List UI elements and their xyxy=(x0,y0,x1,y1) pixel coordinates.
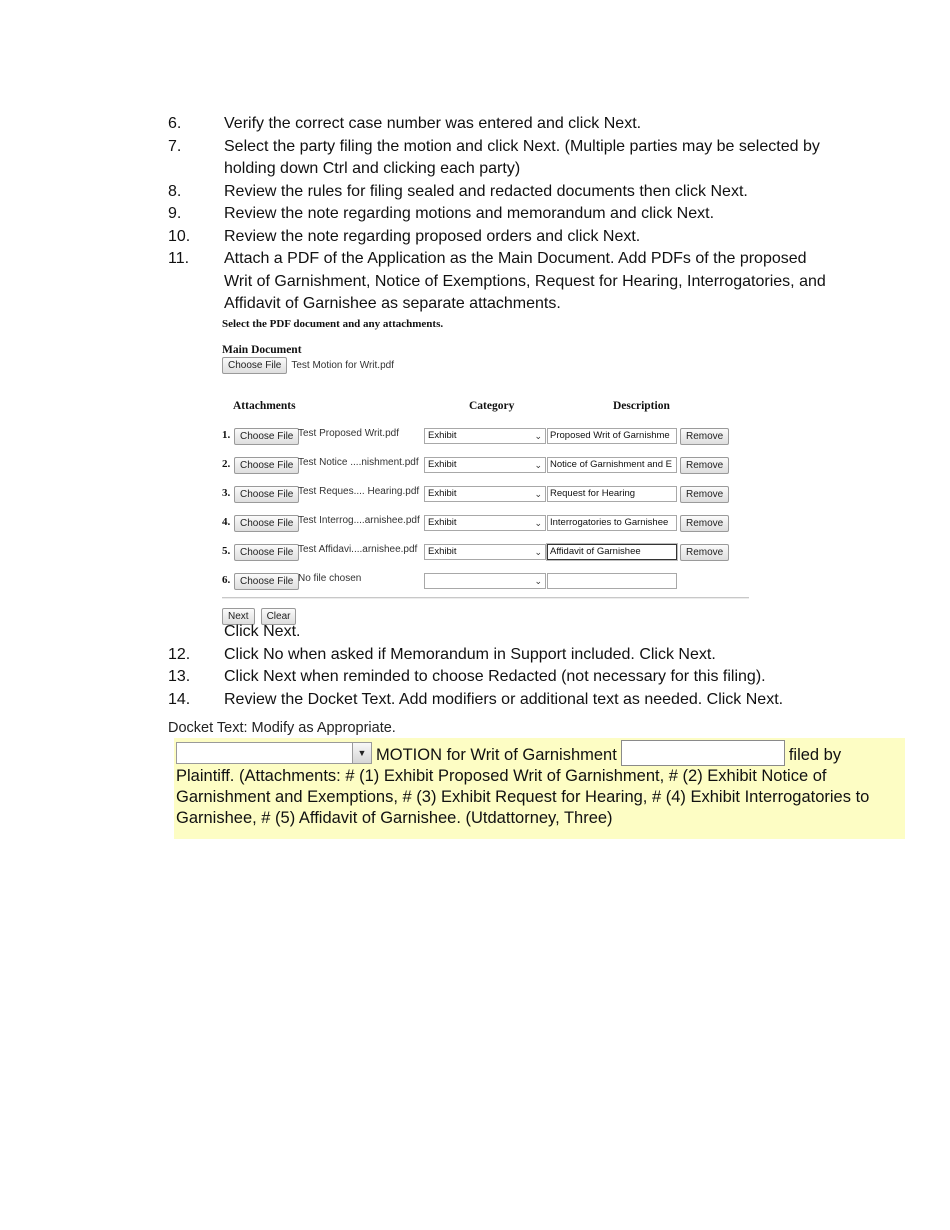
attachment-filename: Test Affidavi....arnishee.pdf xyxy=(298,544,418,555)
attachment-number: 6. xyxy=(222,574,231,586)
divider xyxy=(222,597,749,599)
step-text: Review the rules for filing sealed and redacted documents then click Next. xyxy=(224,182,748,200)
attachment-filename: Test Reques.... Hearing.pdf xyxy=(298,486,420,497)
step-text: Verify the correct case number was entered and click Next. xyxy=(224,115,642,132)
step-text: Click Next. xyxy=(224,623,301,640)
attachment-screenshot xyxy=(222,318,752,625)
dropdown-arrow-icon: ▼ xyxy=(352,743,371,763)
step-number: 13. xyxy=(168,668,191,685)
attachment-row-1 xyxy=(222,427,752,445)
description-input[interactable]: Proposed Writ of Garnishme xyxy=(547,428,677,444)
category-select[interactable] xyxy=(424,544,546,560)
chevron-down-icon: ⌄ xyxy=(534,576,542,586)
attachment-filename: Test Interrog....arnishee.pdf xyxy=(298,515,420,526)
description-input[interactable] xyxy=(547,573,677,589)
attachment-choose-file-button[interactable]: Choose File xyxy=(234,457,299,474)
attachment-choose-file-button[interactable]: Choose File xyxy=(234,544,299,561)
category-select[interactable] xyxy=(424,428,546,444)
remove-button[interactable]: Remove xyxy=(680,544,729,561)
attachment-filename: No file chosen xyxy=(298,573,362,584)
docket-text-label: Docket Text: Modify as Appropriate. xyxy=(168,720,396,736)
step-text: Attach a PDF of the Application as the Main Document. Add PDFs of the proposed Writ of Garnishment, Notice of Exemptions, Request for Hearing, Interrogatories, and Affidavit of Garnishee as separate attachments. xyxy=(224,250,826,312)
clear-button[interactable]: Clear xyxy=(261,608,297,625)
step-text: Review the note regarding motions and memorandum and click Next. xyxy=(224,205,715,222)
instruction-steps-continued xyxy=(168,621,828,711)
category-column-header: Category xyxy=(469,400,515,412)
attachment-number: 1. xyxy=(222,429,231,441)
step-14 xyxy=(168,689,828,712)
attachment-number: 2. xyxy=(222,458,231,470)
instruction-steps xyxy=(168,113,828,316)
modifier-select[interactable] xyxy=(176,742,372,764)
step-text: Select the party filing the motion and click Next. (Multiple parties may be selected by holding down Ctrl and clicking each party) xyxy=(224,137,820,177)
step-6 xyxy=(168,113,828,136)
step-13 xyxy=(168,666,828,689)
attachment-number: 3. xyxy=(222,487,231,499)
step-number: 14. xyxy=(168,690,191,708)
step-7 xyxy=(168,136,828,181)
motion-text: MOTION for Writ of Garnishment xyxy=(376,746,617,764)
category-value: Exhibit xyxy=(428,459,457,470)
screenshot-intro: Select the PDF document and any attachments. xyxy=(222,318,444,330)
step-number: 7. xyxy=(168,137,182,155)
remove-button[interactable]: Remove xyxy=(680,428,729,445)
chevron-down-icon: ⌄ xyxy=(534,431,542,441)
description-column-header: Description xyxy=(613,400,670,412)
description-input[interactable]: Notice of Garnishment and E xyxy=(547,457,677,473)
attachment-filename: Test Notice ....nishment.pdf xyxy=(298,457,419,468)
additional-text-input[interactable] xyxy=(621,740,785,766)
attachment-number: 5. xyxy=(222,545,231,557)
main-document-filename: Test Motion for Writ.pdf xyxy=(291,360,394,371)
chevron-down-icon: ⌄ xyxy=(534,518,542,528)
step-number: 10. xyxy=(168,227,191,245)
remove-button[interactable]: Remove xyxy=(680,486,729,503)
step-number: 12. xyxy=(168,645,191,663)
step-text: Review the note regarding proposed orders and click Next. xyxy=(224,227,641,245)
step-9 xyxy=(168,203,828,226)
step-text: Click No when asked if Memorandum in Support included. Click Next. xyxy=(224,645,716,663)
chevron-down-icon: ⌄ xyxy=(534,489,542,499)
click-next-note xyxy=(168,621,828,644)
description-input[interactable]: Request for Hearing xyxy=(547,486,677,502)
step-text: Click Next when reminded to choose Redacted (not necessary for this filing). xyxy=(224,668,766,685)
attachments-column-header: Attachments xyxy=(233,400,296,412)
category-select[interactable] xyxy=(424,515,546,531)
step-number: 6. xyxy=(168,115,182,132)
chevron-down-icon: ⌄ xyxy=(534,460,542,470)
step-number: 11. xyxy=(168,250,190,267)
main-document-label: Main Document xyxy=(222,344,302,356)
attachment-row-2 xyxy=(222,456,752,474)
attachment-row-4 xyxy=(222,514,752,532)
attachment-row-6 xyxy=(222,572,752,590)
category-value: Exhibit xyxy=(428,517,457,528)
attachment-choose-file-button[interactable]: Choose File xyxy=(234,486,299,503)
attachment-row-3 xyxy=(222,485,752,503)
category-select[interactable] xyxy=(424,486,546,502)
description-input[interactable]: Affidavit of Garnishee xyxy=(547,544,677,560)
step-8 xyxy=(168,181,828,204)
category-value: Exhibit xyxy=(428,430,457,441)
attachment-number: 4. xyxy=(222,516,231,528)
step-11 xyxy=(168,248,828,316)
step-number: 9. xyxy=(168,205,182,222)
category-select[interactable] xyxy=(424,573,546,589)
remove-button[interactable]: Remove xyxy=(680,457,729,474)
remove-button[interactable]: Remove xyxy=(680,515,729,532)
attachment-choose-file-button[interactable]: Choose File xyxy=(234,573,299,590)
description-input[interactable]: Interrogatories to Garnishee xyxy=(547,515,677,531)
attachment-row-5 xyxy=(222,543,752,561)
docket-text-box xyxy=(174,738,905,839)
step-12 xyxy=(168,644,828,667)
attachment-filename: Test Proposed Writ.pdf xyxy=(298,428,399,439)
category-value: Exhibit xyxy=(428,488,457,499)
next-button[interactable]: Next xyxy=(222,608,255,625)
step-10 xyxy=(168,226,828,249)
step-number: 8. xyxy=(168,182,182,200)
attachment-choose-file-button[interactable]: Choose File xyxy=(234,515,299,532)
category-value: Exhibit xyxy=(428,546,457,557)
category-select[interactable] xyxy=(424,457,546,473)
step-text: Review the Docket Text. Add modifiers or additional text as needed. Click Next. xyxy=(224,690,784,708)
filed-by-text: filed by xyxy=(788,746,842,764)
main-document-row xyxy=(222,357,752,374)
attachment-choose-file-button[interactable]: Choose File xyxy=(234,428,299,445)
main-choose-file-button[interactable]: Choose File xyxy=(222,357,287,374)
docket-attachments-text: Plaintiff. (Attachments: # (1) Exhibit Proposed Writ of Garnishment, # (2) Exhibit Notice of Garnishment and Exemptions, # (3) Exhibit Request for Hearing, # (4) Exhibit Interrogatories to Garnishee, # (5) Affidavit of Garnishee. (Utdattorney, Three) xyxy=(176,767,870,827)
chevron-down-icon: ⌄ xyxy=(534,547,542,557)
attachments-header xyxy=(222,400,752,416)
